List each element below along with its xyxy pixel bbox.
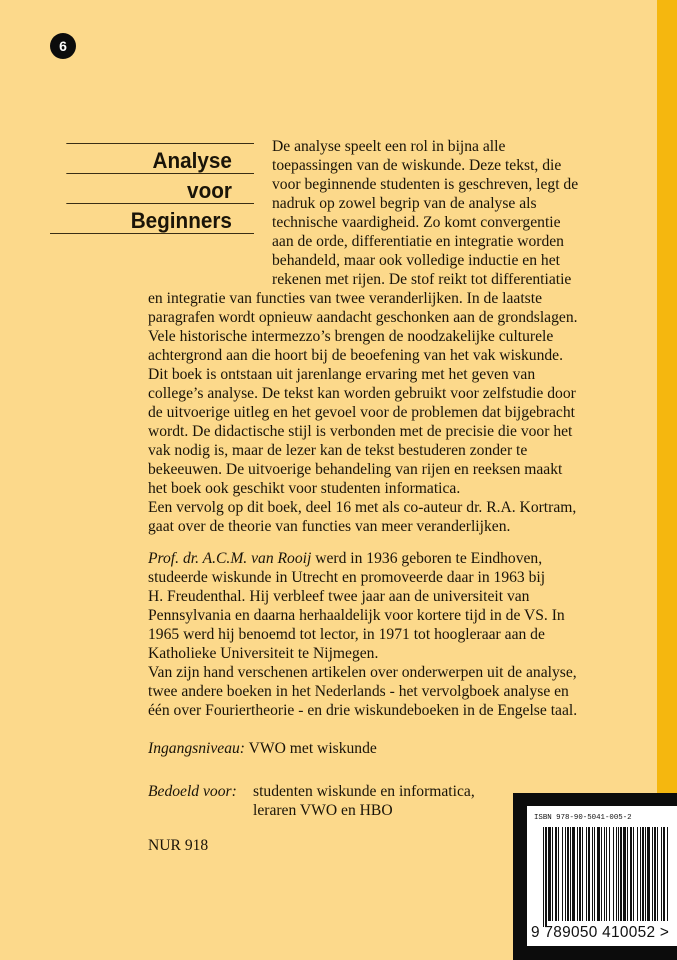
barcode-bar	[562, 827, 563, 921]
text-line: studeerde wiskunde in Utrecht en promoveerde daar in 1963 bij	[148, 569, 546, 586]
text-line: toepassingen van de wiskunde. Deze tekst, die	[272, 157, 562, 174]
text-line: voor beginnende studenten is geschreven, legt de	[272, 176, 579, 193]
text-line: 1965 werd hij benoemd tot lector, in 1971 tot hoogleraar aan de	[148, 626, 545, 643]
text-line: studenten wiskunde en informatica,	[253, 783, 475, 800]
title-line: Beginners	[66, 203, 254, 233]
text-line: Een vervolg op dit boek, deel 16 met als co-auteur dr. R.A. Kortram,	[148, 499, 577, 516]
text-line: aan de orde, differentiatie en integratie worden	[272, 233, 564, 250]
barcode-bar	[616, 827, 617, 921]
nur-code: NUR 918	[148, 837, 209, 854]
barcode-bar	[545, 827, 547, 927]
barcode-bar	[601, 827, 602, 921]
barcode-bar	[630, 827, 632, 921]
entry-level-label: Ingangsniveau:	[148, 740, 246, 757]
author-bio	[148, 549, 618, 720]
barcode-bar	[613, 827, 614, 921]
title-line: voor	[66, 173, 254, 203]
text-line: wordt. De didactische stijl is verbonden met de precisie die voor het	[148, 423, 573, 440]
entry-level	[148, 739, 377, 758]
barcode-bar	[594, 827, 595, 921]
barcode-bar	[652, 827, 653, 921]
barcode-bar	[657, 827, 658, 921]
barcode-bar	[552, 827, 553, 921]
barcode-bar	[565, 827, 566, 921]
barcode-bar	[555, 827, 557, 921]
text-line: één over Fouriertheorie - en drie wiskundeboeken in de Engelse taal.	[148, 702, 578, 719]
text-line: achtergrond aan die hoort bij de beoefening van het vak wiskunde.	[148, 347, 563, 364]
barcode-bar	[640, 827, 641, 921]
text-line: nadruk op zowel begrip van de analyse als	[272, 195, 537, 212]
barcode-bar	[647, 827, 650, 921]
quiet-zone-mark: >	[659, 924, 670, 941]
isbn-number: ISBN 978-90-5041-005-2	[534, 814, 632, 822]
barcode-bar	[663, 827, 665, 921]
barcode-bar	[592, 827, 593, 921]
barcode-bar	[597, 827, 600, 921]
barcode-bar	[633, 827, 634, 921]
barcode-bar	[579, 827, 581, 921]
text-line: de uitvoerige uitleg en het gevoel voor de problemen dat bijgebracht	[148, 404, 575, 421]
intro-paragraph-top	[272, 137, 612, 270]
barcode-bar	[548, 827, 551, 921]
barcode-bar	[661, 827, 662, 921]
text-line: Pennsylvania en daarna herhaaldelijk voor kortere tijd in de VS. In	[148, 607, 565, 624]
title-line: Analyse	[66, 143, 254, 173]
barcode-bar	[623, 827, 626, 921]
ean-digits	[531, 924, 669, 942]
barcode-bar	[654, 827, 656, 921]
barcode-bar	[627, 827, 628, 921]
text-line: De analyse speelt een rol in bijna alle	[272, 138, 506, 155]
barcode-panel	[513, 793, 677, 960]
barcode-bar	[606, 827, 607, 921]
text-line: rekenen met rijen. De stof reikt tot differentiatie	[272, 271, 572, 288]
barcode-bar	[570, 827, 571, 921]
text-line: en integratie van functies van twee veranderlijken. In de laatste	[148, 290, 543, 307]
audience-label: Bedoeld voor:	[148, 783, 237, 800]
barcode-bar	[567, 827, 569, 921]
barcode-bar	[618, 827, 619, 921]
barcode-bar	[572, 827, 575, 921]
text-line: Van zijn hand verschenen artikelen over onderwerpen uit de analyse,	[148, 664, 577, 681]
ean-number: 9 789050 410052	[531, 924, 656, 941]
text-line: H. Freudenthal. Hij verbleef twee jaar aan de universiteit van	[148, 588, 530, 605]
text-line: gaat over de theorie van functies van meer veranderlijken.	[148, 518, 511, 535]
barcode-bar	[637, 827, 638, 921]
barcode-bar	[588, 827, 590, 921]
text-line: college’s analyse. De tekst kan worden gebruikt voor zelfstudie door	[148, 385, 576, 402]
text-fragment: werd in 1936 geboren te Eindhoven,	[311, 550, 543, 567]
book-title	[50, 143, 254, 234]
barcode-bar	[582, 827, 583, 921]
barcode-bar	[543, 827, 544, 927]
barcode-bar	[604, 827, 605, 921]
text-line: behandeld, maar ook volledige inductie en het	[272, 252, 560, 269]
text-line: Katholieke Universiteit te Nijmegen.	[148, 645, 379, 662]
text-line: vak nodig is, maar de lezer kan de tekst bestuderen zonder te	[148, 442, 528, 459]
barcode-label	[527, 806, 677, 946]
audience-label-row	[148, 782, 237, 801]
text-line: twee andere boeken in het Nederlands - het vervolgboek analyse en	[148, 683, 569, 700]
text-line: het boek ook geschikt voor studenten informatica.	[148, 480, 461, 497]
barcode-bar	[620, 827, 622, 921]
barcode-bar	[645, 827, 646, 921]
text-line	[148, 549, 618, 568]
audience-value	[253, 782, 475, 820]
barcode-bar	[558, 827, 559, 921]
barcode-bar	[642, 827, 644, 921]
intro-paragraph-rest	[148, 270, 612, 536]
barcode-bar	[609, 827, 610, 921]
text-line: Dit boek is ontstaan uit jarenlange ervaring met het geven van	[148, 366, 536, 383]
text-line: technische vaardigheid. Zo komt convergentie	[272, 214, 561, 231]
barcode-bars	[543, 827, 669, 927]
text-line: paragrafen wordt opnieuw aandacht geschonken aan de grondslagen.	[148, 309, 578, 326]
barcode-bar	[667, 827, 668, 921]
barcode-bar	[586, 827, 587, 921]
text-line: bekeeuwen. De uitvoerige behandeling van rijen en reeksen maakt	[148, 461, 563, 478]
entry-level-value: VWO met wiskunde	[245, 740, 377, 757]
barcode-bar	[577, 827, 578, 921]
text-line: leraren VWO en HBO	[253, 802, 393, 819]
series-number-badge: 6	[50, 33, 76, 59]
author-name: Prof. dr. A.C.M. van Rooij	[148, 550, 312, 567]
text-line: Vele historische intermezzo’s brengen de noodzakelijke culturele	[148, 328, 554, 345]
